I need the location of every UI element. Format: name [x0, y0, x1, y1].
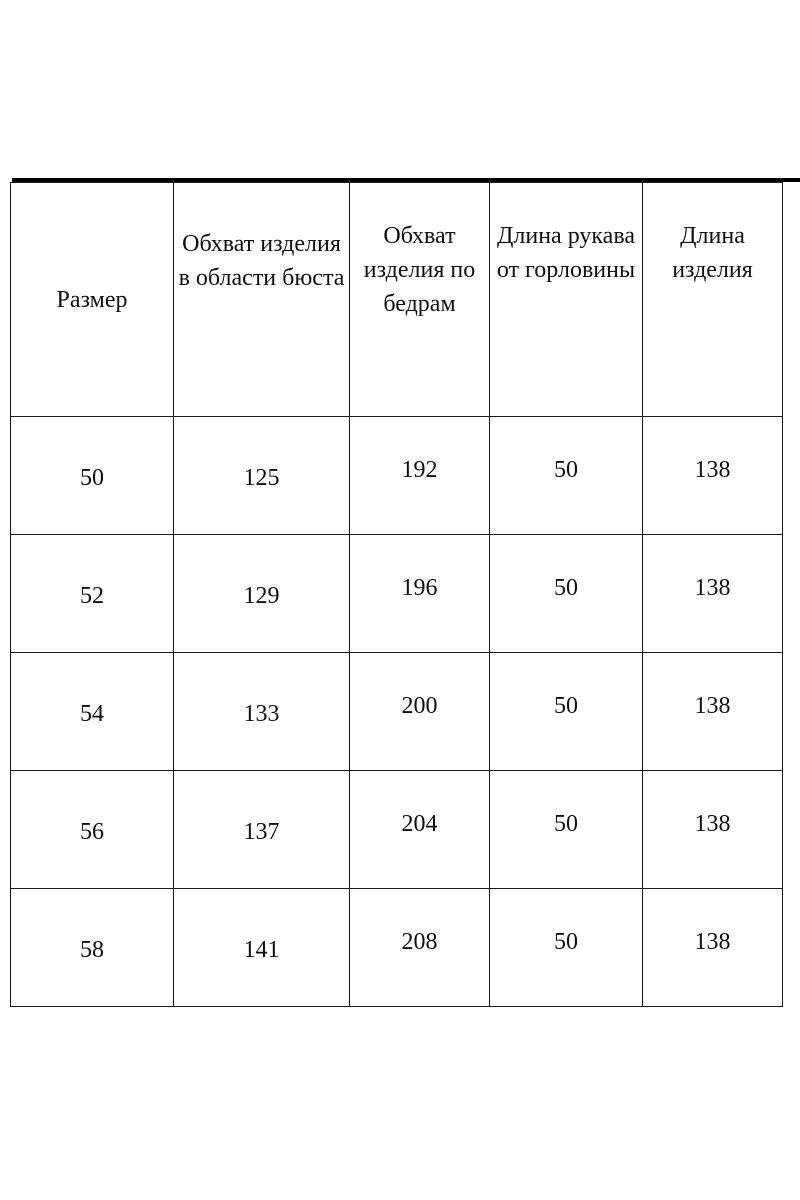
cell-length: 138 [643, 653, 783, 771]
cell-length: 138 [643, 535, 783, 653]
cell-sleeve: 50 [490, 417, 643, 535]
cell-size: 50 [11, 417, 174, 535]
cell-size: 52 [11, 535, 174, 653]
header-hip-girth: Обхват изделия по бедрам [350, 183, 490, 417]
header-sleeve-length: Длина рукава от горловины [490, 183, 643, 417]
cell-bust: 137 [174, 771, 350, 889]
cell-size: 56 [11, 771, 174, 889]
cell-sleeve: 50 [490, 653, 643, 771]
table-row [11, 771, 783, 889]
table-header-row [11, 183, 783, 417]
cell-bust: 133 [174, 653, 350, 771]
cell-bust: 125 [174, 417, 350, 535]
cell-length: 138 [643, 417, 783, 535]
cell-length: 138 [643, 771, 783, 889]
cell-bust: 141 [174, 889, 350, 1007]
cell-hips: 196 [350, 535, 490, 653]
cell-size: 54 [11, 653, 174, 771]
cell-hips: 204 [350, 771, 490, 889]
header-garment-length: Длина изделия [643, 183, 783, 417]
table-row [11, 653, 783, 771]
header-size: Размер [11, 183, 174, 417]
table-row [11, 889, 783, 1007]
cell-hips: 200 [350, 653, 490, 771]
table-row [11, 417, 783, 535]
table-row [11, 535, 783, 653]
cell-bust: 129 [174, 535, 350, 653]
cell-hips: 208 [350, 889, 490, 1007]
header-bust-girth: Обхват изделия в области бюста [174, 183, 350, 417]
cell-hips: 192 [350, 417, 490, 535]
cell-size: 58 [11, 889, 174, 1007]
cell-sleeve: 50 [490, 535, 643, 653]
cell-sleeve: 50 [490, 771, 643, 889]
cell-length: 138 [643, 889, 783, 1007]
cell-sleeve: 50 [490, 889, 643, 1007]
size-chart-table [10, 182, 783, 1007]
